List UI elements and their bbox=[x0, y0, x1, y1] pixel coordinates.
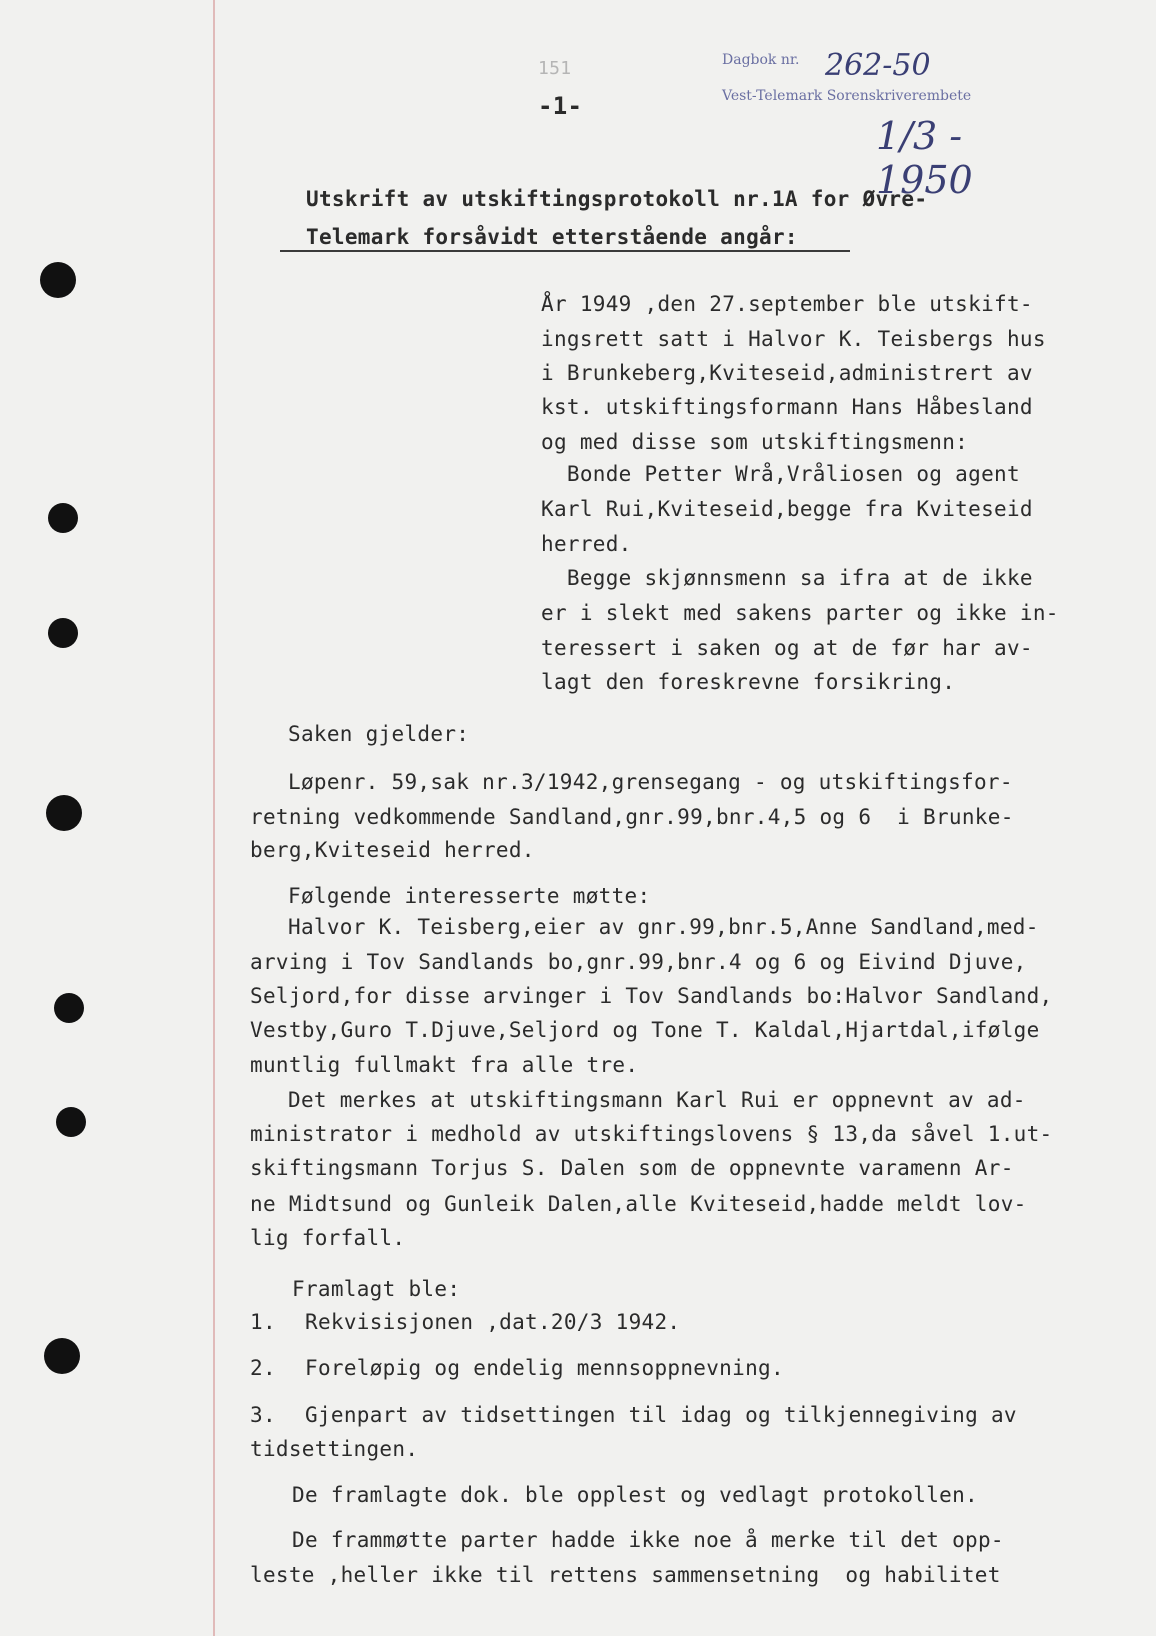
handwritten-number-year: -50 bbox=[882, 48, 931, 83]
case-line: Løpenr. 59,sak nr.3/1942,grensegang - og utskiftingsfor- bbox=[288, 770, 1013, 794]
presented-heading: Framlagt ble: bbox=[292, 1277, 461, 1301]
punch-hole bbox=[46, 795, 82, 831]
case-line: retning vedkommende Sandland,gnr.99,bnr.4,5 og 6 i Brunke- bbox=[250, 805, 1014, 829]
handwritten-diary-number bbox=[825, 48, 931, 83]
punch-hole bbox=[54, 993, 84, 1023]
punch-hole bbox=[48, 503, 78, 533]
margin-rule bbox=[213, 0, 215, 1636]
opening-line: i Brunkeberg,Kviteseid,administrert av bbox=[541, 361, 1033, 385]
attendees-line: Halvor K. Teisberg,eier av gnr.99,bnr.5,Anne Sandland,med- bbox=[288, 915, 1039, 939]
presented-item-number: 1. bbox=[250, 1310, 276, 1334]
case-heading: Saken gjelder: bbox=[288, 722, 470, 746]
opening-line: teressert i saken og at de før har av- bbox=[541, 636, 1033, 660]
note-line: Det merkes at utskiftingsmann Karl Rui er oppnevnt av ad- bbox=[288, 1088, 1026, 1112]
opening-line: ingsrett satt i Halvor K. Teisbergs hus bbox=[541, 327, 1046, 351]
stamp-office: Vest-Telemark Sorenskriverembete bbox=[722, 88, 972, 104]
attendees-line: muntlig fullmakt fra alle tre. bbox=[250, 1053, 639, 1077]
punch-hole bbox=[44, 1338, 80, 1374]
presented-item-text: Foreløpig og endelig mennsoppnevning. bbox=[305, 1356, 784, 1380]
punch-hole bbox=[40, 262, 76, 298]
presented-item-text: Rekvisisjonen ,dat.20/3 1942. bbox=[305, 1310, 681, 1334]
page-number: -1- bbox=[538, 92, 583, 120]
corner-mark: 151 bbox=[538, 58, 572, 79]
opening-line: er i slekt med sakens parter og ikke in- bbox=[541, 601, 1059, 625]
opening-line: lagt den foreskrevne forsikring. bbox=[541, 670, 956, 694]
opening-line: Karl Rui,Kviteseid,begge fra Kviteseid bbox=[541, 497, 1033, 521]
presented-item-number: 2. bbox=[250, 1356, 276, 1380]
presented-item-continuation: tidsettingen. bbox=[250, 1437, 419, 1461]
attendees-line: Vestby,Guro T.Djuve,Seljord og Tone T. Kaldal,Hjartdal,ifølge bbox=[250, 1018, 1040, 1042]
case-line: berg,Kviteseid herred. bbox=[250, 838, 535, 862]
attendees-line: Seljord,for disse arvinger i Tov Sandlands bo:Halvor Sandland, bbox=[250, 984, 1053, 1008]
opening-line: Bonde Petter Wrå,Vråliosen og agent bbox=[541, 462, 1020, 486]
title-line-1: Utskrift av utskiftingsprotokoll nr.1A for Øvre- bbox=[306, 187, 928, 211]
closing-line: De framlagte dok. ble opplest og vedlagt protokollen. bbox=[292, 1483, 978, 1507]
punch-hole bbox=[48, 618, 78, 648]
note-line: ne Midtsund og Gunleik Dalen,alle Kviteseid,hadde meldt lov- bbox=[250, 1192, 1027, 1216]
opening-line: og med disse som utskiftingsmenn: bbox=[541, 430, 969, 454]
handwritten-date: 1/3 - 1950 bbox=[876, 114, 973, 202]
presented-item-text: Gjenpart av tidsettingen til idag og tilkjennegiving av bbox=[305, 1403, 1017, 1427]
handwritten-number-main: 262 bbox=[825, 48, 883, 83]
note-line: ministrator i medhold av utskiftingslovens § 13,da såvel 1.ut- bbox=[250, 1122, 1053, 1146]
opening-line: herred. bbox=[541, 532, 632, 556]
presented-item-number: 3. bbox=[250, 1403, 276, 1427]
stamp-diary-label: Dagbok nr. bbox=[722, 52, 800, 68]
opening-line: Begge skjønnsmenn sa ifra at de ikke bbox=[541, 566, 1033, 590]
opening-line: kst. utskiftingsformann Hans Håbesland bbox=[541, 395, 1033, 419]
title-underline bbox=[280, 250, 850, 252]
opening-line: År 1949 ,den 27.september ble utskift- bbox=[541, 292, 1033, 316]
note-line: lig forfall. bbox=[250, 1226, 406, 1250]
attendees-heading: Følgende interesserte møtte: bbox=[288, 884, 651, 908]
title-line-2: Telemark forsåvidt etterstående angår: bbox=[306, 225, 798, 249]
note-line: skiftingsmann Torjus S. Dalen som de oppnevnte varamenn Ar- bbox=[250, 1156, 1014, 1180]
attendees-line: arving i Tov Sandlands bo,gnr.99,bnr.4 og 6 og Eivind Djuve, bbox=[250, 950, 1027, 974]
closing-line: De frammøtte parter hadde ikke noe å merke til det opp- bbox=[292, 1528, 1004, 1552]
punch-hole bbox=[56, 1107, 86, 1137]
closing-line: leste ,heller ikke til rettens sammensetning og habilitet bbox=[250, 1563, 1001, 1587]
